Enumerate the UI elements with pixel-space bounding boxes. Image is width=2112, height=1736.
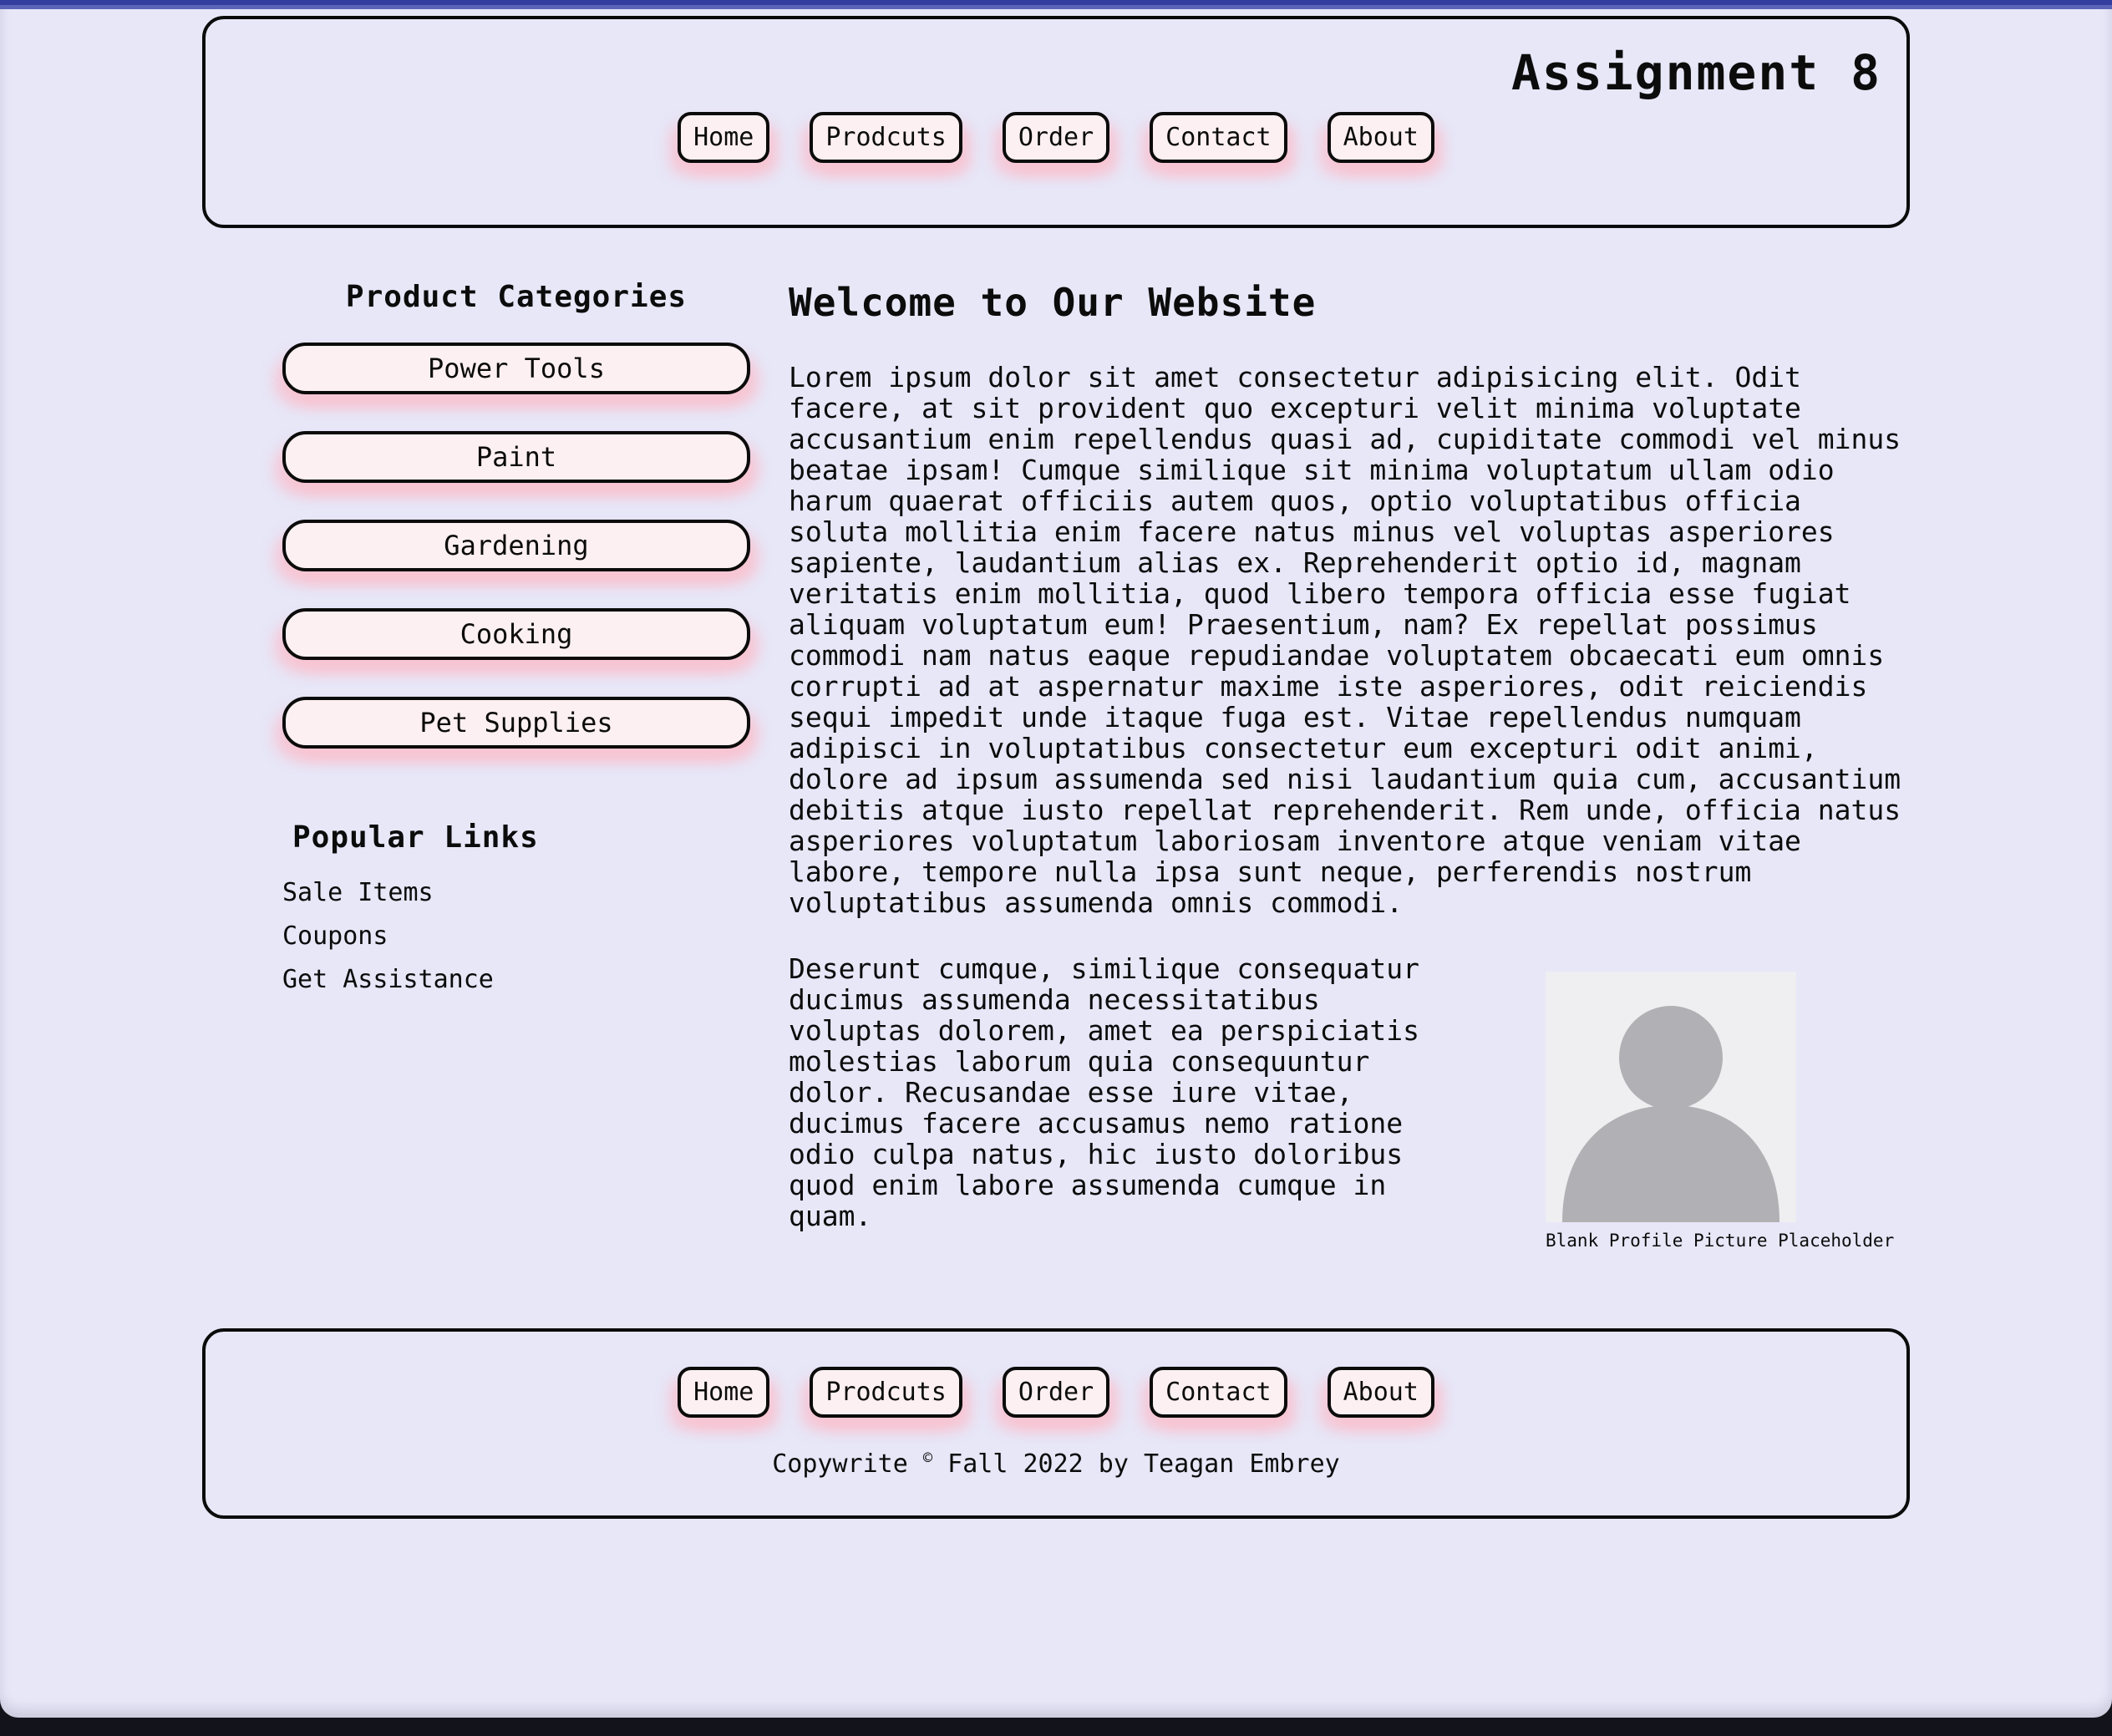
category-cooking-button[interactable]: Cooking — [282, 608, 750, 660]
popular-links-heading: Popular Links — [292, 820, 539, 855]
copyright-suffix: Fall 2022 by Teagan Embrey — [932, 1449, 1340, 1479]
header-panel — [202, 16, 1910, 228]
profile-silhouette-icon — [1546, 972, 1796, 1222]
footer-nav-prodcuts-button[interactable]: Prodcuts — [810, 1367, 962, 1418]
secondary-paragraph: Deserunt cumque, similique consequatur ducimus assumenda necessitatibus voluptas dolorem, amet ea perspiciatis molestias laborum quia consequuntur dolor. Recusandae esse iure vitae, ducimus facere accusamus nemo ratione odio culpa natus, hic iusto doloribus quod enim labore assumenda cumque in quam. — [789, 952, 1419, 1232]
category-power-tools-button[interactable]: Power Tools — [282, 343, 750, 394]
header-nav — [206, 112, 1906, 163]
product-categories-heading: Product Categories — [345, 280, 688, 314]
sidebar — [282, 280, 750, 1266]
header-nav-contact-button[interactable]: Contact — [1150, 112, 1287, 163]
top-accent-bar — [0, 0, 2112, 9]
content-area — [0, 280, 2112, 1266]
copyright-prefix: Copywrite — [772, 1449, 923, 1479]
main-content — [789, 280, 1913, 1266]
header-nav-about-button[interactable]: About — [1328, 112, 1434, 163]
header-nav-home-button[interactable]: Home — [678, 112, 769, 163]
footer-nav-about-button[interactable]: About — [1328, 1367, 1434, 1418]
copyright-symbol-icon: © — [922, 1449, 933, 1467]
intro-paragraph: Lorem ipsum dolor sit amet consectetur adipisicing elit. Odit facere, at sit provident quo excepturi velit minima voluptate accusantium enim repellendus quasi ad, cupiditate commodi vel minus beatae ipsam! Cumque similique sit minima voluptatum ullam odio harum quaerat officiis autem quos, optio voluptatibus officia soluta mollitia enim facere natus minus vel voluptas asperiores sapiente, laudantium alias ex. Reprehenderit optio id, magnam veritatis enim mollitia, quod libero tempora officia esse fugiat aliquam voluptatum eum! Praesentium, nam? Ex repellat possimus commodi nam natus eaque repudiandae voluptatem obcaecati eum omnis corrupti ad at aspernatur maxime iste asperiores, odit reiciendis sequi impedit unde itaque fuga est. Vitae repellendus numquam adipisci in voluptatibus consectetur eum excepturi odit animi, dolore ad ipsum assumenda sed nisi laudantium quia cum, accusantium debitis atque iusto repellat reprehenderit. Rem unde, officia natus asperiores voluptatum laboriosam inventore atque veniam vitae labore, tempore nulla ipsa sunt neque, perferendis nostrum voluptatibus assumenda omnis commodi. — [789, 361, 1901, 919]
copyright-text — [206, 1449, 1906, 1479]
footer-nav-order-button[interactable]: Order — [1003, 1367, 1109, 1418]
header-nav-order-button[interactable]: Order — [1003, 112, 1109, 163]
welcome-heading: Welcome to Our Website — [789, 280, 1317, 325]
link-sale-items[interactable]: Sale Items — [282, 878, 434, 907]
category-gardening-button[interactable]: Gardening — [282, 520, 750, 571]
footer-nav-home-button[interactable]: Home — [678, 1367, 769, 1418]
profile-figure — [1546, 972, 1895, 1251]
category-pet-supplies-button[interactable]: Pet Supplies — [282, 697, 750, 749]
page-title: Assignment 8 — [1510, 44, 1881, 101]
footer-panel — [202, 1328, 1910, 1519]
footer-nav-contact-button[interactable]: Contact — [1150, 1367, 1287, 1418]
link-coupons[interactable]: Coupons — [282, 921, 388, 951]
header-nav-prodcuts-button[interactable]: Prodcuts — [810, 112, 962, 163]
category-paint-button[interactable]: Paint — [282, 431, 750, 483]
link-get-assistance[interactable]: Get Assistance — [282, 965, 494, 994]
image-caption: Blank Profile Picture Placeholder — [1546, 1231, 1895, 1251]
footer-nav — [206, 1367, 1906, 1418]
profile-image-placeholder — [1546, 972, 1796, 1222]
